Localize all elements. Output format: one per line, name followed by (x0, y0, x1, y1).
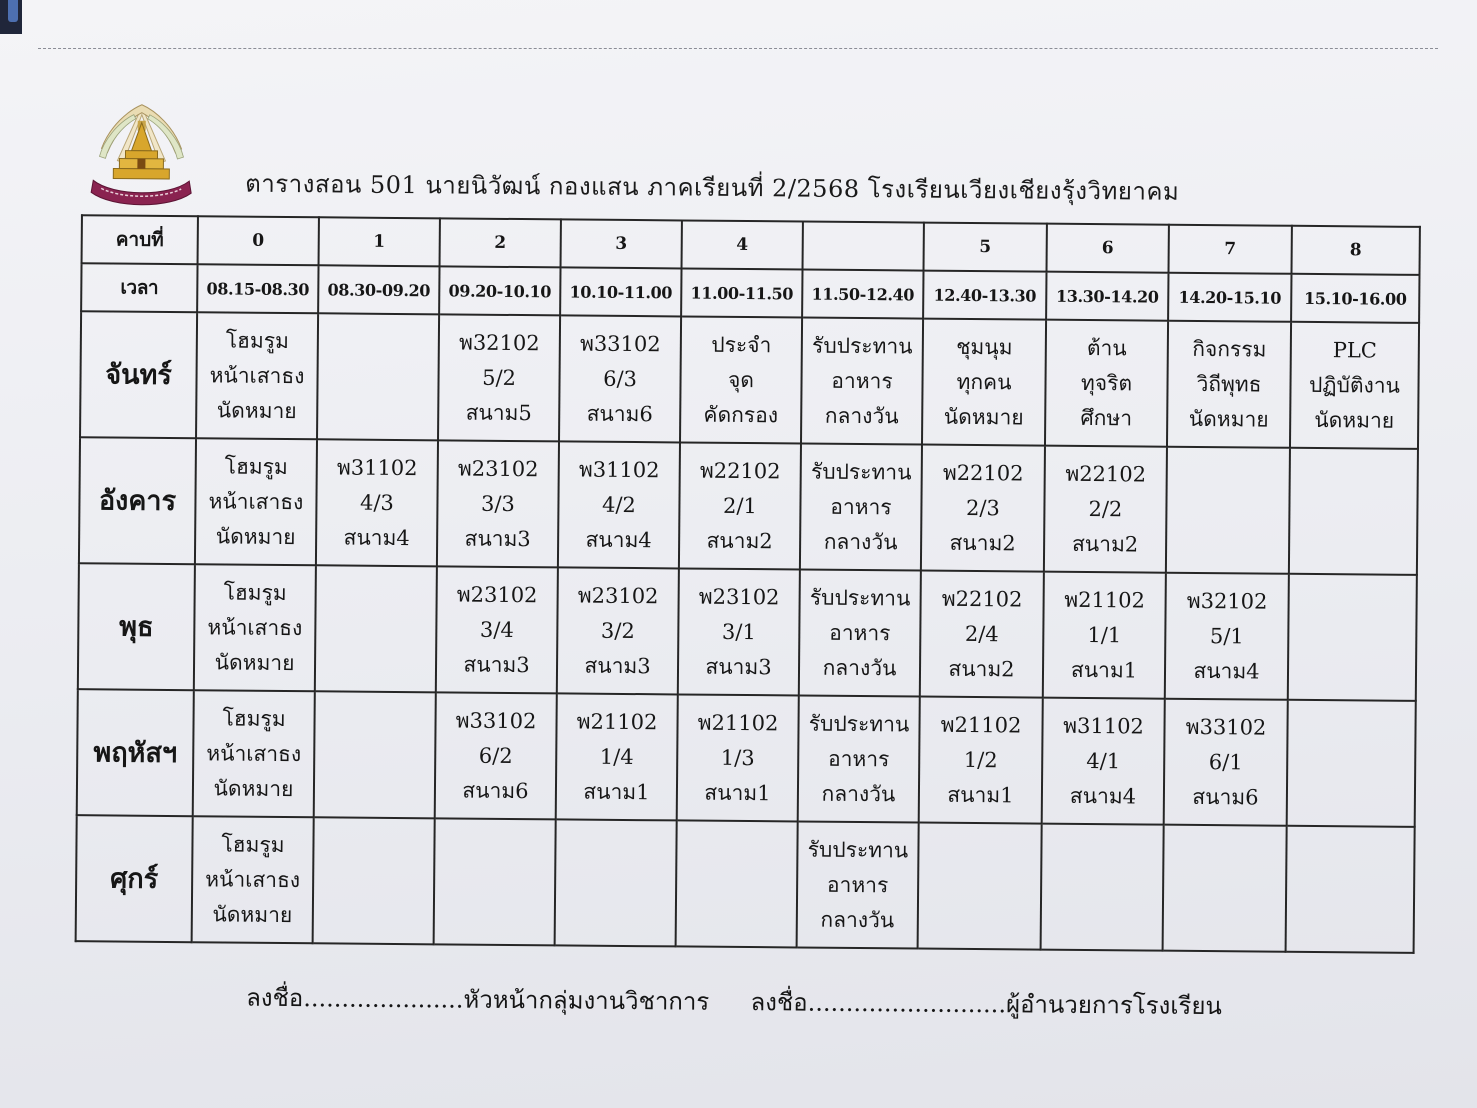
slot-line: พ23102 (457, 456, 539, 481)
slot-line: นัดหมาย (213, 775, 294, 801)
class-slot (1045, 320, 1168, 447)
class-slot (1167, 321, 1291, 448)
slot-line: 4/1 (1086, 748, 1121, 773)
document-content (50, 96, 1438, 1053)
period-cell: 0 (198, 216, 319, 265)
slot-line: พ21102 (576, 709, 658, 734)
class-slot (435, 692, 557, 819)
slot-line: พ23102 (456, 581, 538, 607)
slot-line: พ22102 (942, 460, 1024, 485)
slot-line: โฮมรูม (223, 579, 287, 605)
slot-line: 3/2 (600, 618, 635, 643)
slot-line: พ21102 (940, 712, 1022, 737)
slot-line: โฮมรูม (224, 453, 288, 479)
slot-line: กิจกรรม (1192, 336, 1267, 362)
slot-line: โฮมรูม (225, 327, 290, 353)
slot-line: กลางวัน (823, 529, 898, 554)
slot-line: พ32102 (458, 330, 540, 355)
slot-line: หน้าเสาธง (209, 362, 305, 388)
slot-line: สนาม6 (586, 401, 653, 426)
slot-line: ปฏิบัติงาน (1309, 372, 1401, 398)
slot-line: นัดหมาย (215, 523, 296, 549)
class-slot (677, 694, 799, 821)
slot-line: สนาม3 (464, 526, 531, 551)
class-slot (919, 697, 1043, 824)
class-slot (800, 443, 922, 570)
slot-line: 2/4 (964, 621, 999, 646)
slot-line: พ21102 (1064, 587, 1146, 613)
class-slot (798, 695, 920, 822)
period-label: คาบที่ (82, 215, 198, 264)
slot-line: โฮมรูม (222, 705, 286, 731)
time-cell: 10.10-11.00 (560, 267, 681, 316)
empty-slot (317, 313, 439, 440)
slot-line: 1/4 (599, 744, 634, 769)
slot-line: พ33102 (1185, 714, 1267, 740)
slot-line: จุด (727, 367, 755, 392)
slot-line: สนาม2 (949, 530, 1016, 555)
slot-line: พ31102 (1063, 713, 1144, 738)
empty-slot (1287, 700, 1416, 827)
class-slot (1043, 572, 1166, 699)
slot-line: พ33102 (579, 331, 661, 356)
empty-slot (1041, 824, 1164, 951)
slot-line: รับประทาน (808, 711, 910, 736)
slot-line: สนาม3 (463, 652, 530, 677)
day-row (79, 437, 1418, 575)
slot-line: ชุมนุม (956, 334, 1013, 359)
slot-line: พ22102 (699, 458, 781, 483)
signature-academic-head: ลงชื่อ.....................หัวหน้ากลุ่มงานวิชาการ (246, 983, 710, 1016)
perforation-line (38, 48, 1438, 49)
slot-line: สนาม2 (948, 656, 1015, 681)
empty-slot (1166, 447, 1290, 574)
slot-line: สนาม6 (462, 778, 529, 803)
slot-line: กลางวัน (820, 907, 895, 932)
time-cell: 12.40-13.30 (923, 271, 1046, 320)
slot-line: 2/3 (965, 495, 1000, 520)
slot-line: อาหาร (830, 494, 892, 519)
slot-line: ต้าน (1086, 335, 1127, 360)
class-slot (680, 316, 802, 443)
slot-line: รับประทาน (812, 333, 913, 358)
time-cell: 11.50-12.40 (802, 270, 923, 319)
slot-line: พ22102 (941, 586, 1023, 611)
empty-slot (676, 820, 798, 947)
slot-line: สนาม1 (583, 779, 650, 804)
class-slot (196, 312, 318, 439)
slot-line: พ33102 (455, 707, 537, 733)
day-name: พฤหัสฯ (77, 689, 194, 816)
time-cell: 08.15-08.30 (197, 264, 318, 313)
slot-line: รับประทาน (807, 837, 909, 862)
time-cell: 08.30-09.20 (318, 265, 439, 314)
period-cell: 2 (440, 218, 561, 267)
folder-corner (0, 0, 22, 34)
slot-line: สนาม1 (947, 782, 1014, 807)
signature-line (246, 978, 1396, 1027)
slot-line: กลางวัน (824, 403, 899, 428)
slot-line: พ32102 (1186, 588, 1268, 614)
slot-line: สนาม1 (704, 780, 771, 805)
slot-line: นัดหมาย (1188, 406, 1269, 432)
slot-line: 2/1 (722, 493, 757, 518)
day-rows (76, 311, 1419, 953)
period-cell: 1 (319, 217, 440, 266)
class-slot (797, 821, 919, 948)
day-name: ศุกร์ (76, 815, 193, 942)
period-cell: 3 (561, 219, 682, 268)
day-row (78, 563, 1417, 701)
slot-line: อาหาร (829, 620, 891, 645)
slot-line: อาหาร (831, 368, 893, 393)
slot-line: หน้าเสาธง (207, 614, 303, 640)
day-name: พุธ (78, 563, 195, 690)
slot-line: 2/2 (1088, 496, 1123, 521)
class-slot (1164, 699, 1288, 826)
empty-slot (313, 817, 435, 944)
slot-line: รับประทาน (810, 459, 912, 484)
slot-line: 3/3 (480, 491, 515, 516)
period-cell: 7 (1169, 225, 1292, 274)
day-name: จันทร์ (80, 311, 197, 438)
class-slot (1290, 322, 1419, 449)
empty-slot (1288, 574, 1417, 701)
slot-line: นัดหมาย (212, 901, 293, 927)
class-slot (801, 318, 923, 445)
class-slot (1044, 446, 1167, 573)
day-row (77, 689, 1416, 827)
class-slot (193, 690, 315, 817)
period-cell: 5 (924, 223, 1047, 272)
day-row (76, 815, 1415, 953)
slot-line: สนาม3 (584, 653, 651, 678)
empty-slot (315, 565, 437, 692)
slot-line: PLC (1332, 337, 1378, 363)
slot-line: สนาม1 (1070, 657, 1138, 682)
slot-line: 3/1 (721, 619, 756, 644)
slot-line: พ31102 (578, 457, 660, 482)
empty-slot (1286, 826, 1415, 953)
class-slot (438, 314, 560, 441)
document-title: ตารางสอน 501 นายนิวัฒน์ กองแสน ภาคเรียนที่ 2/2568 โรงเรียนเวียงเชียงรุ้งวิทยาคม (245, 169, 1180, 206)
class-slot (558, 441, 680, 568)
slot-line: กลางวัน (822, 655, 897, 680)
slot-line: สนาม2 (706, 528, 773, 553)
slot-line: ประจำ (711, 332, 772, 357)
slot-line: สนาม5 (465, 400, 532, 425)
slot-line: ทุจริต (1080, 370, 1133, 395)
slot-line: หน้าเสาธง (206, 740, 302, 766)
signature-director: ลงชื่อ..........................ผู้อำนวยการโรงเรียน (750, 988, 1222, 1021)
day-row (80, 311, 1419, 449)
slot-line: 1/1 (1087, 622, 1122, 647)
slot-line: นัดหมาย (214, 649, 295, 675)
slot-line: หน้าเสาธง (208, 488, 304, 514)
class-slot (316, 439, 438, 566)
time-cell: 14.20-15.10 (1168, 273, 1291, 322)
time-cell: 09.20-10.10 (439, 266, 560, 315)
slot-line: 4/3 (359, 490, 394, 515)
class-slot (194, 564, 316, 691)
slot-line: สนาม2 (1071, 531, 1139, 556)
slot-line: สนาม6 (1192, 784, 1259, 810)
slot-line: 5/2 (482, 365, 517, 390)
slot-line: 6/2 (478, 743, 513, 768)
school-emblem-logo (87, 100, 196, 211)
class-slot (1042, 698, 1165, 825)
period-cell: 6 (1047, 224, 1169, 273)
timetable (75, 214, 1421, 954)
class-slot (920, 571, 1044, 698)
slot-line: นัดหมาย (216, 397, 297, 423)
class-slot (678, 568, 800, 695)
slot-line: วิถีพุทธ (1196, 371, 1262, 397)
slot-line: รับประทาน (809, 585, 911, 610)
class-slot (679, 442, 801, 569)
empty-slot (434, 818, 556, 945)
slot-line: โฮมรูม (221, 831, 285, 857)
slot-line: 3/4 (479, 617, 514, 642)
empty-slot (918, 823, 1042, 950)
period-cell: 4 (682, 220, 803, 269)
empty-slot (1163, 825, 1287, 952)
slot-line: พ31102 (336, 454, 418, 480)
slot-line: สนาม4 (1069, 783, 1137, 808)
time-label: เวลา (81, 263, 197, 312)
class-slot (436, 566, 558, 693)
class-slot (1165, 573, 1289, 700)
slot-line: พ22102 (1065, 461, 1147, 487)
class-slot (922, 319, 1046, 446)
empty-slot (314, 691, 436, 818)
class-slot (559, 315, 681, 442)
slot-line: สนาม3 (705, 654, 772, 679)
slot-line: คัดกรอง (703, 402, 779, 427)
class-slot (195, 438, 317, 565)
day-name: อังคาร (79, 437, 196, 564)
class-slot (921, 445, 1045, 572)
class-slot (437, 440, 559, 567)
slot-line: 1/3 (720, 745, 755, 770)
slot-line: อาหาร (826, 872, 889, 897)
slot-line: อาหาร (827, 746, 890, 771)
emblem-ribbon (91, 180, 191, 205)
slot-line: สนาม4 (1193, 658, 1260, 684)
period-cell: 8 (1291, 226, 1419, 275)
slot-line: 4/2 (601, 492, 636, 517)
time-cell: 11.00-11.50 (681, 268, 802, 317)
time-cell: 15.10-16.00 (1291, 274, 1419, 323)
empty-slot (1289, 448, 1418, 575)
empty-slot (555, 819, 677, 946)
slot-line: นัดหมาย (1314, 407, 1395, 433)
slot-line: 6/1 (1208, 749, 1243, 774)
slot-line: ทุกคน (956, 369, 1012, 394)
class-slot (557, 567, 679, 694)
slot-line: พ23102 (577, 583, 659, 608)
slot-line: สนาม4 (343, 525, 410, 550)
slot-line: หน้าเสาธง (205, 866, 301, 892)
slot-line: นัดหมาย (943, 404, 1024, 429)
slot-line: 1/2 (963, 747, 998, 772)
slot-line: กลางวัน (821, 781, 896, 806)
class-slot (799, 569, 921, 696)
class-slot (192, 816, 314, 943)
slot-line: ศึกษา (1080, 405, 1133, 430)
slot-line: พ21102 (697, 710, 779, 735)
slot-line: 6/3 (603, 366, 638, 391)
slot-line: 5/1 (1209, 623, 1244, 648)
time-cell: 13.30-14.20 (1046, 272, 1168, 321)
slot-line: สนาม4 (585, 527, 652, 552)
period-cell (803, 222, 924, 271)
class-slot (556, 693, 678, 820)
slot-line: พ23102 (698, 584, 780, 609)
